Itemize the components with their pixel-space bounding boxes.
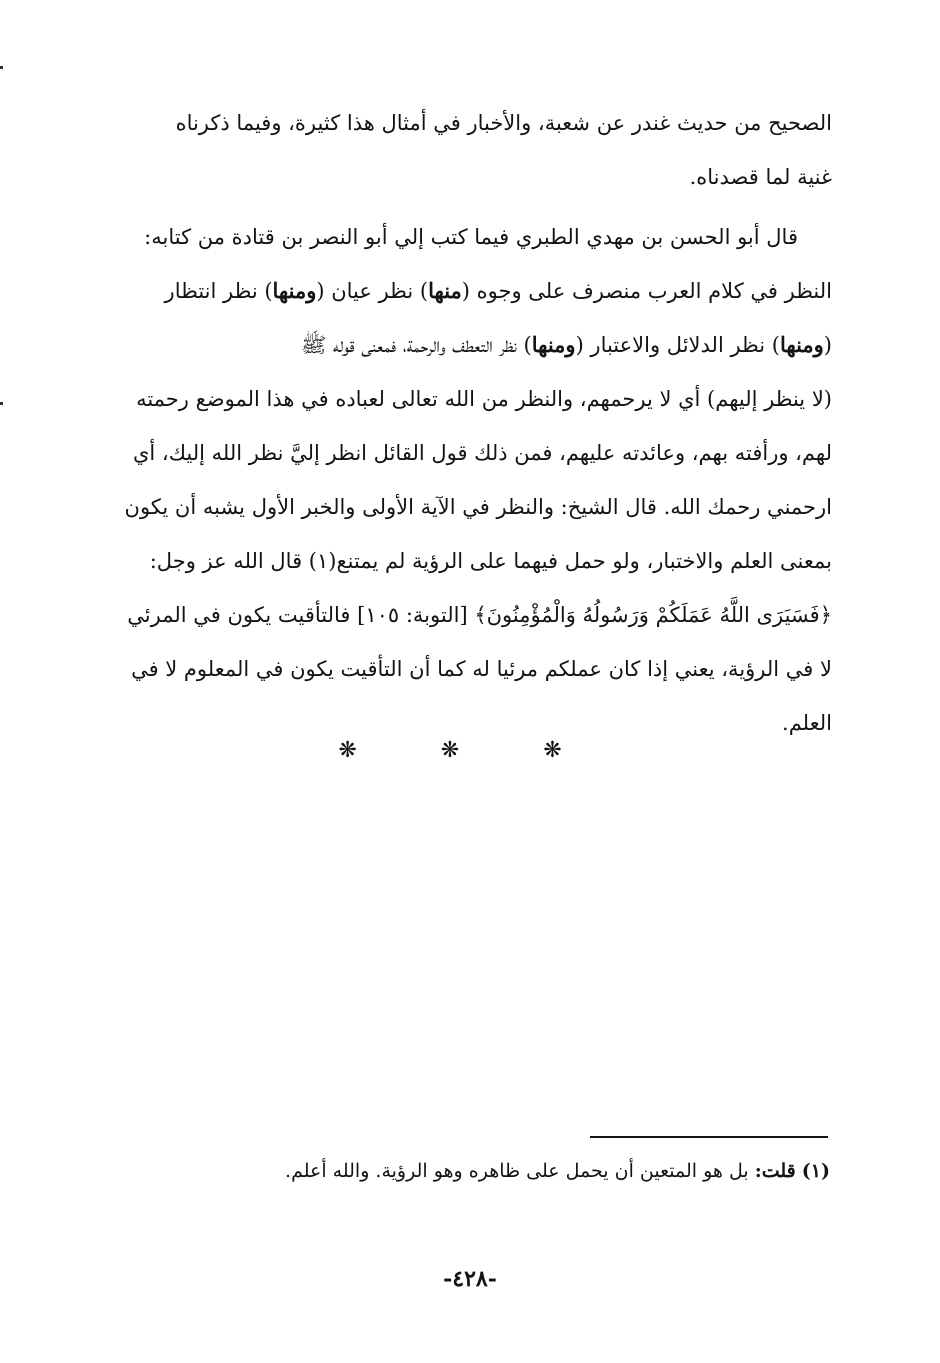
footnote-text: بل هو المتعين أن يحمل على ظاهره وهو الرؤية. والله أعلم.: [285, 1160, 749, 1182]
text-line: غنية لما قصدناه.: [689, 165, 832, 189]
text-run: ) نظر عيان (: [316, 279, 429, 303]
text-line: العلم.: [782, 711, 832, 735]
text-run: ) نظر الدلائل والاعتبار (: [575, 333, 780, 357]
paragraph-2: [120, 210, 832, 750]
star-ornament-icon: ❋: [338, 738, 397, 763]
scan-mark: [0, 66, 3, 69]
text-line: [120, 264, 832, 318]
text-line: قال أبو الحسن بن مهدي الطبري فيما كتب إلي أبو النصر بن قتادة من كتابه:: [144, 225, 798, 249]
bold-term: ومنها: [779, 332, 824, 357]
footnote-label: قلت:: [754, 1160, 796, 1182]
text-line: بمعنى العلم والاختبار، ولو حمل فيهما على الرؤية لم يمتنع(١) قال الله عز وجل:: [149, 549, 832, 573]
text-line: [120, 318, 832, 372]
footnote-divider: [590, 1136, 828, 1138]
text-run: (: [823, 333, 832, 357]
bold-term: ومنها: [272, 278, 317, 303]
text-line: لا في الرؤية، يعني إذا كان عملكم مرئيا له كما أن التأقيت يكون في المعلوم لا في: [131, 657, 832, 681]
text-line: الصحيح من حديث غندر عن شعبة، والأخبار في أمثال هذا كثيرة، وفيما ذكرناه: [175, 111, 832, 135]
text-run: ) نظر انتظار: [164, 279, 273, 303]
bold-term: ومنها: [531, 332, 576, 357]
bold-term: منها: [428, 278, 462, 303]
text-line: ارحمني رحمك الله. قال الشيخ: والنظر في الآية الأولى والخبر الأول يشبه أن يكون: [124, 495, 832, 519]
page-number: -٤٢٨-: [443, 1266, 497, 1292]
text-run: ) نظر التعطف والرحمة، فمعنى قوله ﷺ: [301, 333, 532, 357]
text-run: النظر في كلام العرب منصرف على وجوه (: [461, 279, 832, 303]
footnote: [200, 1160, 830, 1182]
star-ornament-icon: ❋: [440, 738, 500, 763]
paragraph-1: [120, 96, 832, 204]
footnote-marker: (١): [801, 1160, 830, 1182]
text-line: (لا ينظر إليهم) أي لا يرحمهم، والنظر من الله تعالى لعباده في هذا الموضع رحمته: [136, 387, 832, 411]
star-ornament-icon: ❋: [543, 738, 602, 763]
quran-verse-line: ﴿فَسَيَرَى اللَّهُ عَمَلَكُمْ وَرَسُولُهُ وَالْمُؤْمِنُونَ﴾ [التوبة: ١٠٥] فالتأقيت يكون في المرئي: [127, 603, 832, 627]
text-line: لهم، ورأفته بهم، وعائدته عليهم، فمن ذلك قول القائل انظر إليَّ نظر الله إليك، أي: [132, 441, 832, 465]
section-separator: [0, 738, 940, 763]
scan-mark: [0, 402, 3, 405]
